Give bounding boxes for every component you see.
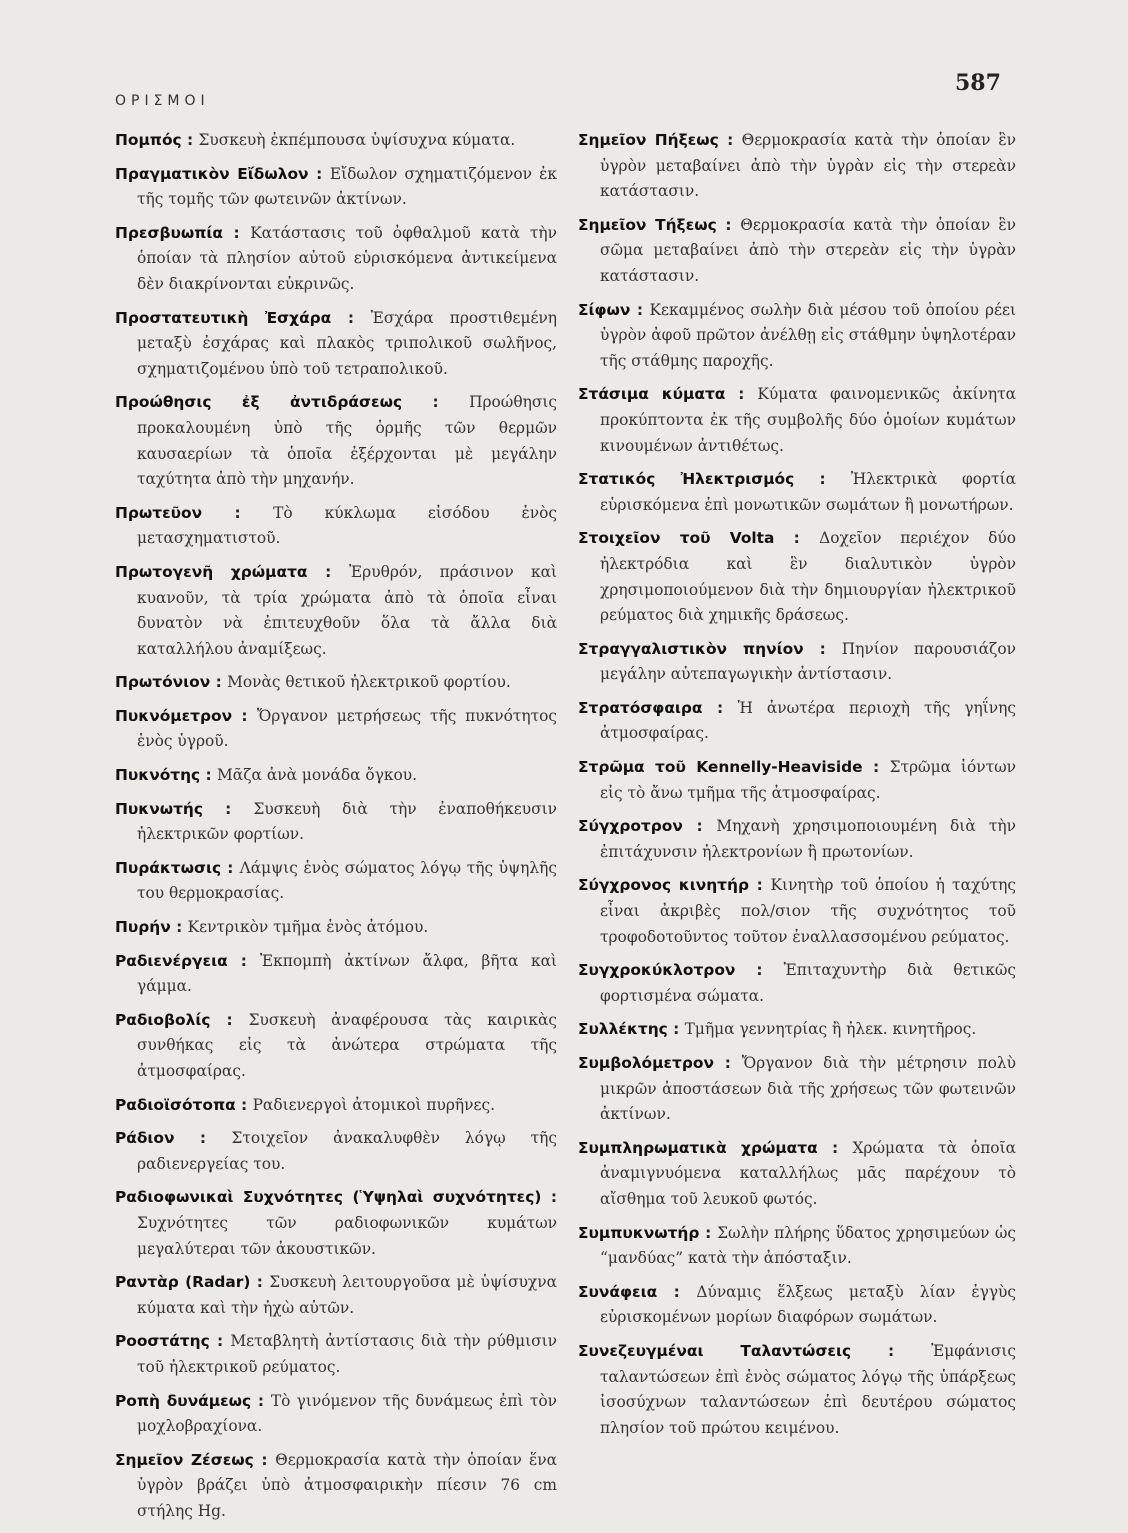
- entry-definition: Μονὰς θετικοῦ ἠλεκτρικοῦ φορτίου.: [227, 673, 511, 692]
- glossary-entry: [115, 560, 557, 662]
- entry-term: Πυράκτωσις: [115, 858, 222, 877]
- glossary-entry: [115, 915, 557, 941]
- entry-definition: Κύματα φαινομενικῶς ἀκίνητα προκύπτοντα ἐκ τῆς συμβολῆς δύο ὁμοίων κυμάτων κινουμένων ἀντιθέτως.: [600, 385, 1016, 455]
- term-separator: :: [250, 1273, 270, 1292]
- entry-definition: Μηχανὴ χρησιμοποιουμένη διὰ τὴν ἐπιτάχυνσιν ἠλεκτρονίων ἢ πρωτονίων.: [600, 817, 1017, 861]
- term-separator: :: [630, 300, 650, 319]
- term-separator: :: [541, 1188, 557, 1207]
- glossary-entry: [578, 1221, 1016, 1272]
- term-separator: :: [718, 131, 742, 149]
- term-separator: :: [817, 1138, 853, 1157]
- entry-term: Συμβολόμετρον: [578, 1054, 714, 1072]
- entry-term: Ραντὰρ (Radar): [115, 1273, 251, 1292]
- term-separator: :: [308, 164, 330, 183]
- entry-definition: Κεντρικὸν τμῆμα ἑνὸς ἀτόμου.: [187, 918, 429, 937]
- entry-term: Πυρήν: [115, 918, 171, 937]
- term-separator: :: [725, 385, 758, 404]
- entry-term: Πραγματικὸν Εἴδωλον: [115, 164, 309, 183]
- term-separator: :: [667, 1020, 685, 1039]
- term-separator: :: [862, 758, 890, 777]
- term-separator: :: [200, 766, 218, 785]
- left-column: [115, 128, 557, 1533]
- entry-term: Πομπός: [115, 131, 182, 149]
- term-separator: :: [713, 1054, 742, 1072]
- running-title: ΟΡΙΣΜΟΙ: [115, 93, 210, 109]
- entry-term: Πρεσβυωπία: [115, 223, 223, 242]
- term-separator: :: [716, 215, 741, 234]
- entry-definition: Πηνίον παρουσιάζον μεγάλην αὐτεπαγωγικὴν ἀντίστασιν.: [600, 639, 1017, 684]
- entry-definition: Συσκευὴ διὰ τὴν ἐναποθήκευσιν ἠλεκτρικῶν φορτίων.: [137, 799, 557, 844]
- glossary-entry: [115, 856, 557, 907]
- glossary-entry: [115, 390, 557, 492]
- entry-term: Προστατευτικὴ Ἐσχάρα: [115, 308, 332, 327]
- term-separator: :: [748, 876, 771, 895]
- glossary-entry: [578, 1017, 1016, 1043]
- entry-term: Ροπὴ δυνάμεως: [115, 1391, 252, 1410]
- entry-definition: Θερμοκρασία κατὰ τὴν ὁποίαν ἓν ὑγρὸν μεταβαίνει ἀπὸ τὴν ὑγρὰν εἰς τὴν στερεὰν κατάστασιν.: [600, 131, 1016, 201]
- entry-term: Ραδιοϊσότοπα: [115, 1095, 236, 1114]
- glossary-entry: [578, 873, 1016, 950]
- term-separator: :: [209, 1332, 231, 1351]
- glossary-entry: [578, 1339, 1016, 1441]
- term-separator: :: [222, 223, 251, 242]
- entry-term: Σύγχροτρον: [578, 817, 683, 836]
- glossary-entry: [578, 526, 1016, 628]
- entry-term: Σημεῖον Τήξεως: [578, 215, 717, 234]
- entry-definition: Θερμοκρασία κατὰ τὴν ὁποίαν ἕνα ὑγρὸν βράζει ὑπὸ ἀτμοσφαιρικὴν πίεσιν 76 cm στήλης Hg.: [137, 1450, 557, 1520]
- entry-definition: Ἡ ἀνωτέρα περιοχὴ τῆς γηΐνης ἀτμοσφαίρας.: [600, 698, 1016, 743]
- term-separator: :: [221, 858, 240, 877]
- entry-term: Ραδιοφωνικαὶ Συχνότητες (Ὑψηλαὶ συχνότητες): [115, 1188, 542, 1207]
- entry-definition: Ἐπιταχυντὴρ διὰ θετικῶς φορτισμένα σώματα.: [600, 961, 1016, 1005]
- entry-term: Στάσιμα κύματα: [578, 385, 726, 404]
- entry-term: Στατικός Ἠλεκτρισμός: [578, 470, 795, 489]
- term-separator: :: [235, 1095, 253, 1114]
- glossary-entry: [115, 797, 557, 848]
- term-separator: :: [202, 799, 254, 818]
- right-column: [578, 128, 1016, 1449]
- term-separator: :: [307, 562, 350, 581]
- entry-definition: Δύναμις ἕλξεως μεταξὺ λίαν ἐγγὺς εὑρισκομένων μορίων διαφόρων σωμάτων.: [600, 1282, 1017, 1327]
- entry-definition: Τμῆμα γεννητρίας ἢ ἠλεκ. κινητῆρος.: [684, 1020, 977, 1039]
- term-separator: :: [851, 1341, 932, 1360]
- entry-definition: Μᾶζα ἀνὰ μονάδα ὄγκου.: [217, 766, 418, 785]
- entry-definition: Λάμψις ἑνὸς σώματος λόγῳ τῆς ὑψηλῆς του θερμοκρασίας.: [137, 858, 558, 903]
- entry-definition: Ὄργανον διὰ τὴν μέτρησιν πολὺ μικρῶν ἀποστάσεων διὰ τῆς χρήσεως τῶν φωτεινῶν ἀκτίνων.: [600, 1054, 1017, 1124]
- glossary-entry: [578, 696, 1016, 747]
- glossary-entry: [578, 213, 1016, 290]
- glossary-entry: [115, 1126, 557, 1177]
- entry-definition: Ὄργανον μετρήσεως τῆς πυκνότητος ἑνὸς ὑγροῦ.: [137, 706, 557, 751]
- entry-definition: Στοιχεῖον ἀνακαλυφθὲν λόγῳ τῆς ραδιενεργείας του.: [137, 1129, 557, 1173]
- entry-definition: Συχνότητες τῶν ραδιοφωνικῶν κυμάτων μεγαλύτεραι τῶν ἀκουστικῶν.: [137, 1213, 557, 1258]
- entry-definition: Ἐρυθρόν, πράσινον καὶ κυανοῦν, τὰ τρία χρώματα ἀπὸ τὰ ὁποῖα εἶναι δυνατὸν νὰ ἐπιτευχθοῦν ὅλα τὰ ἄλλα διὰ καταλλήλου ἀναμίξεως.: [137, 562, 557, 658]
- glossary-entry: [578, 958, 1016, 1009]
- entry-definition: Ἠλεκτρικὰ φορτία εὑρισκόμενα ἐπὶ μονωτικῶν σωμάτων ἢ μονωτήρων.: [600, 470, 1016, 514]
- term-separator: :: [232, 706, 257, 725]
- term-separator: :: [331, 308, 371, 327]
- glossary-entry: [578, 128, 1016, 205]
- term-separator: :: [202, 503, 274, 522]
- entry-term: Πυκνόμετρον: [115, 706, 233, 725]
- entry-term: Συμπυκνωτήρ: [578, 1223, 700, 1242]
- term-separator: :: [702, 698, 738, 717]
- glossary-entry: [115, 306, 557, 383]
- glossary-entry: [115, 704, 557, 755]
- entry-definition: Ραδιενεργοὶ ἀτομικοὶ πυρῆνες.: [252, 1095, 495, 1114]
- entry-definition: Ἐμφάνισις ταλαντώσεων ἐπὶ ἑνὸς σώματος λόγῳ τῆς ὑπάρξεως ἰσοσύχνων ταλαντώσεων ἐπὶ δευτέρου σώματος πλησίον τοῦ πρώτου κειμένου.: [600, 1341, 1017, 1437]
- glossary-entry: [115, 763, 557, 789]
- glossary-entry: [578, 1280, 1016, 1331]
- entry-term: Σίφων: [578, 300, 631, 319]
- entry-definition: Προώθησις προκαλουμένη ὑπὸ τῆς ὁρμῆς τῶν θερμῶν καυσαερίων τὰ ὁποῖα ἐξέρχονται μὲ μεγάλην ταχύτητα ἀπὸ τὴν μηχανήν.: [137, 393, 557, 489]
- glossary-entry: [115, 1448, 557, 1525]
- glossary-entry: [115, 162, 557, 213]
- term-separator: :: [210, 673, 228, 692]
- entry-definition: Μεταβλητὴ ἀντίστασις διὰ τὴν ρύθμισιν τοῦ ἠλεκτρικοῦ ρεύματος.: [137, 1332, 558, 1376]
- entry-definition: Κεκαμμένος σωλὴν διὰ μέσου τοῦ ὁποίου ρέει ὑγρὸν ἀφοῦ πρῶτον ἀνέλθῃ εἰς στάθμην ὑψηλοτέραν τῆς στάθμης παροχῆς.: [600, 300, 1016, 370]
- term-separator: :: [227, 951, 260, 970]
- entry-term: Πρωτόνιον: [115, 673, 211, 692]
- entry-term: Προώθησις ἐξ ἀντιδράσεως: [115, 393, 403, 412]
- term-separator: :: [794, 470, 851, 489]
- term-separator: :: [803, 639, 842, 658]
- entry-term: Πρωτογενῆ χρώματα: [115, 562, 308, 581]
- term-separator: :: [699, 1223, 718, 1242]
- glossary-entry: [578, 298, 1016, 375]
- entry-definition: Εἴδωλον σχηματιζόμενον ἐκ τῆς τομῆς τῶν φωτεινῶν ἀκτίνων.: [137, 164, 558, 209]
- entry-term: Συγχροκύκλοτρον: [578, 961, 736, 980]
- entry-definition: Δοχεῖον περιέχον δύο ἠλεκτρόδια καὶ ἓν διαλυτικὸν ὑγρὸν χρησιμοποιούμενον διὰ τὴν δημιουργίαν ἠλεκτρικοῦ ρεύματος διὰ χημικῆς δράσεως.: [600, 529, 1016, 625]
- entry-term: Πρωτεῦον: [115, 503, 203, 522]
- glossary-entry: [115, 1008, 557, 1085]
- glossary-entry: [578, 814, 1016, 865]
- term-separator: :: [253, 1450, 276, 1469]
- entry-definition: Χρώματα τὰ ὁποῖα ἀναμιγνυόμενα καταλλήλως μᾶς παρέχουν τὸ αἴσθημα τοῦ λευκοῦ φωτός.: [600, 1138, 1016, 1208]
- glossary-entry: [115, 949, 557, 1000]
- entry-definition: Σωλὴν πλήρης ὕδατος χρησιμεύων ὡς “μανδύας” κατὰ τὴν ἀπόσταξιν.: [600, 1223, 1016, 1268]
- glossary-entry: [115, 1389, 557, 1440]
- term-separator: :: [657, 1282, 697, 1301]
- entry-term: Στοιχεῖον τοῦ Volta: [578, 529, 775, 548]
- entry-term: Στραγγαλιστικὸν πηνίον: [578, 639, 804, 658]
- entry-term: Ράδιον: [115, 1129, 175, 1148]
- glossary-entry: [115, 1270, 557, 1321]
- entry-definition: Τὸ κύκλωμα εἰσόδου ἑνὸς μετασχηματιστοῦ.: [137, 503, 558, 548]
- glossary-entry: [115, 221, 557, 298]
- glossary-entry: [115, 670, 557, 696]
- entry-term: Συμπληρωματικὰ χρώματα: [578, 1138, 818, 1157]
- entry-definition: Θερμοκρασία κατὰ τὴν ὁποίαν ἓν σῶμα μεταβαίνει ἀπὸ τὴν στερεὰν εἰς τὴν ὑγρὰν κατάστασιν.: [600, 215, 1017, 285]
- term-separator: :: [210, 1010, 249, 1029]
- entry-definition: Συσκευὴ λειτουργοῦσα μὲ ὑψίσυχνα κύματα καὶ τὴν ἠχὼ αὐτῶν.: [137, 1273, 558, 1317]
- entry-term: Σημεῖον Πήξεως: [578, 131, 719, 149]
- entry-term: Συλλέκτης: [578, 1020, 668, 1039]
- entry-term: Στρῶμα τοῦ Kennelly-Heaviside: [578, 758, 863, 777]
- entry-definition: Κατάστασις τοῦ ὀφθαλμοῦ κατὰ τὴν ὁποίαν τὰ πλησίον αὐτοῦ εὑρισκόμενα ἀντικείμενα δὲν διακρίνονται εὐκρινῶς.: [137, 223, 558, 293]
- entry-term: Σύγχρονος κινητήρ: [578, 876, 749, 895]
- term-separator: :: [251, 1391, 271, 1410]
- glossary-entry: [115, 1329, 557, 1380]
- entry-definition: Συσκευὴ ἐκπέμπουσα ὑψίσυχνα κύματα.: [198, 131, 516, 149]
- glossary-entry: [115, 128, 557, 154]
- entry-definition: Κινητὴρ τοῦ ὁποίου ἡ ταχύτης εἶναι ἀκριβὲς πολ/σιον τῆς συχνότητος τοῦ τροφοδοτοῦντος τοῦτον ἐναλλασσομένου ρεύματος.: [600, 876, 1016, 946]
- glossary-entry: [578, 755, 1016, 806]
- term-separator: :: [174, 1129, 232, 1148]
- glossary-entry: [578, 467, 1016, 518]
- page-number: 587: [955, 70, 1001, 96]
- term-separator: :: [170, 918, 188, 937]
- glossary-entry: [115, 1185, 557, 1262]
- entry-term: Συνάφεια: [578, 1282, 658, 1301]
- entry-term: Στρατόσφαιρα: [578, 698, 703, 717]
- entry-definition: Στρῶμα ἰόντων εἰς τὸ ἄνω τμῆμα τῆς ἀτμοσφαίρας.: [600, 758, 1016, 802]
- term-separator: :: [181, 131, 199, 149]
- glossary-entry: [115, 501, 557, 552]
- entry-term: Ροοστάτης: [115, 1332, 210, 1351]
- glossary-entry: [115, 1093, 557, 1119]
- glossary-entry: [578, 1136, 1016, 1213]
- entry-definition: Ἐκπομπὴ ἀκτίνων ἄλφα, βῆτα καὶ γάμμα.: [137, 951, 557, 996]
- entry-term: Συνεζευγμέναι Ταλαντώσεις: [578, 1341, 852, 1360]
- entry-term: Ραδιοβολίς: [115, 1010, 211, 1029]
- entry-term: Ραδιενέργεια: [115, 951, 228, 970]
- term-separator: :: [774, 529, 820, 548]
- glossary-entry: [578, 382, 1016, 459]
- entry-term: Πυκνότης: [115, 766, 201, 785]
- entry-definition: Συσκευὴ ἀναφέρουσα τὰς καιρικὰς συνθήκας εἰς τὰ ἀνώτερα στρώματα τῆς ἀτμοσφαίρας.: [137, 1010, 557, 1080]
- term-separator: :: [402, 393, 470, 412]
- entry-term: Σημεῖον Ζέσεως: [115, 1450, 254, 1469]
- glossary-entry: [578, 637, 1016, 688]
- entry-definition: Τὸ γινόμενον τῆς δυνάμεως ἐπὶ τὸν μοχλοβραχίονα.: [137, 1391, 557, 1436]
- term-separator: :: [682, 817, 717, 836]
- term-separator: :: [735, 961, 784, 980]
- entry-term: Πυκνωτής: [115, 799, 203, 818]
- entry-definition: Ἐσχάρα προστιθεμένη μεταξὺ ἐσχάρας καὶ πλακὸς τριπολικοῦ σωλῆνος, σχηματιζομένου ὑπὸ τοῦ τετραπολικοῦ.: [137, 308, 557, 378]
- glossary-entry: [578, 1051, 1016, 1128]
